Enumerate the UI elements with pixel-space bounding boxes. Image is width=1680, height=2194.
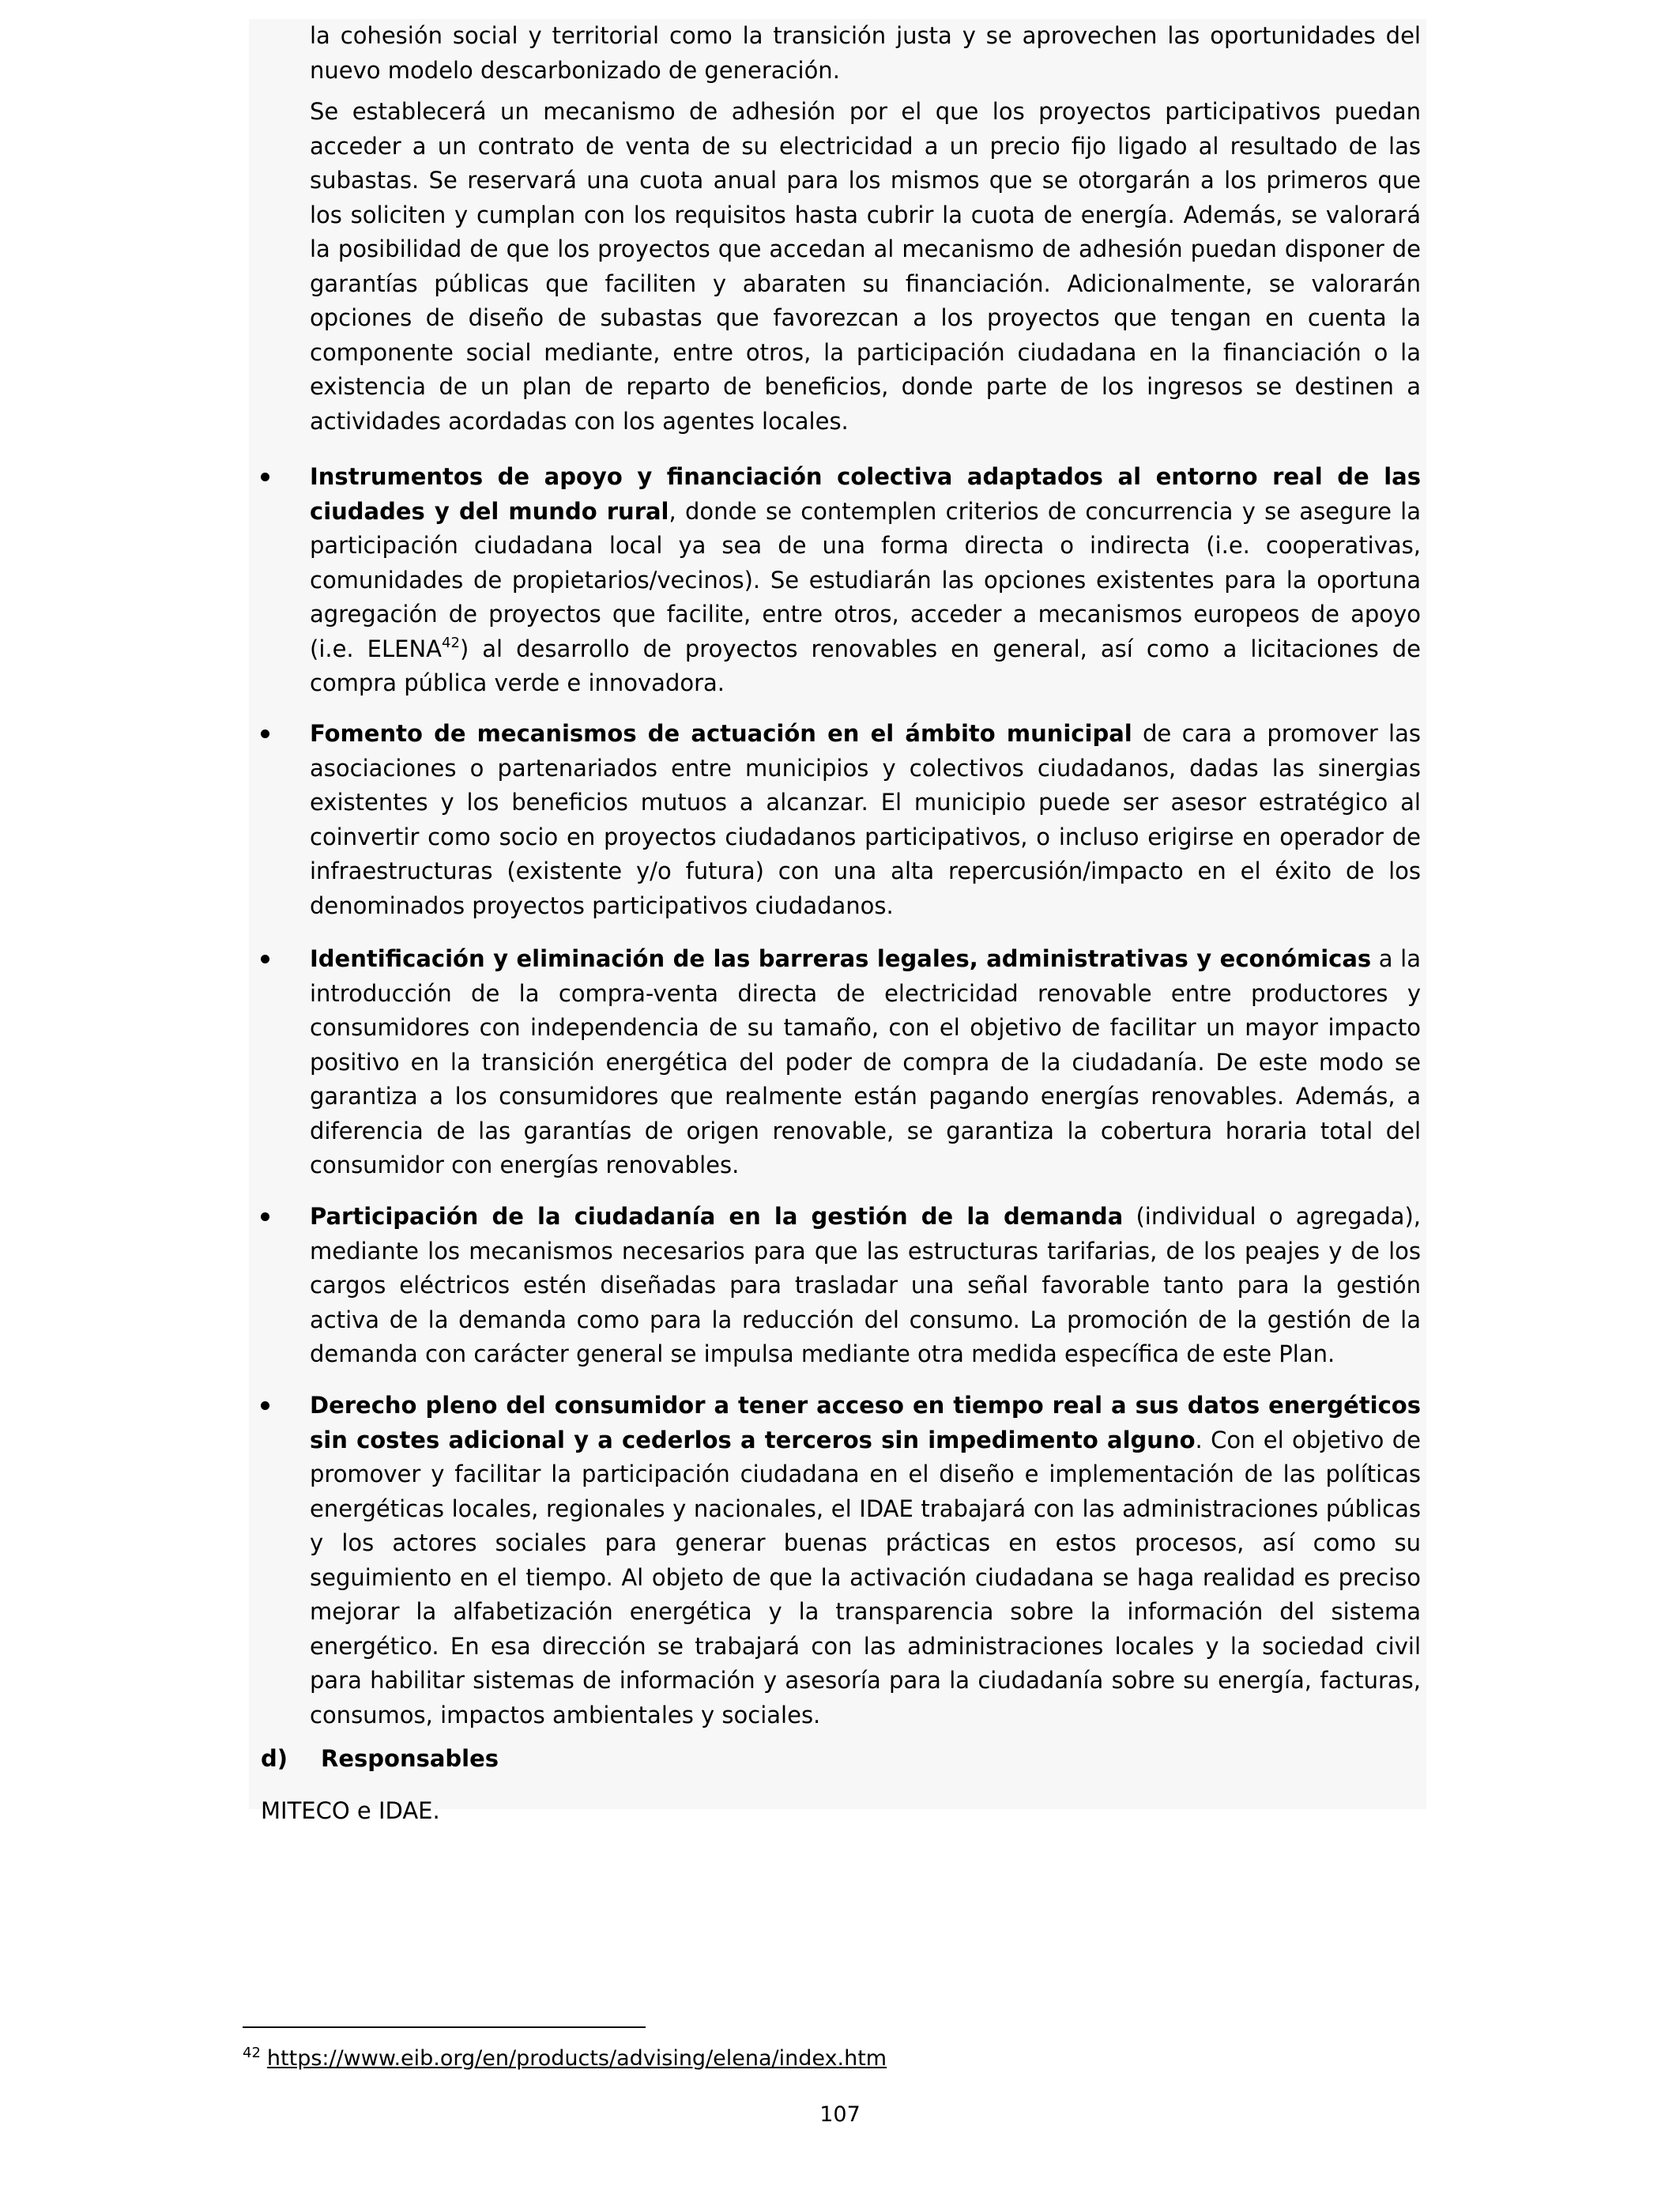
- bullet-item-demand-management: [310, 1200, 1421, 1372]
- responsables-text: MITECO e IDAE.: [261, 1797, 440, 1824]
- bullet-title: Fomento de mecanismos de actuación en el ámbito municipal: [310, 720, 1132, 747]
- bullet-icon: [261, 1401, 269, 1410]
- bullet-item-support-instruments: [310, 460, 1421, 701]
- bullet-body: de cara a promover las asociaciones o partenariados entre municipios y colectivos ciudadanos, dadas las sinergias existentes y los beneficios mutuos a alcanzar. El municipio puede ser asesor estratégico al coinvertir como socio en proyectos ciudadanos participativos, o incluso erigirse en operador de infraestructuras (existente y/o futura) con una alta repercusión/impacto en el éxito de los denominados proyectos participativos ciudadanos.: [310, 720, 1421, 919]
- bullet-item-consumer-data-rights: [310, 1389, 1421, 1732]
- bullet-body: . Con el objetivo de promover y facilitar la participación ciudadana en el diseño e implementación de las políticas energéticas locales, regionales y nacionales, el IDAE trabajará con las administraciones públicas y los actores sociales para generar buenas prácticas en estos procesos, así como su seguimiento en el tiempo. Al objeto de que la activación ciudadana se haga realidad es preciso mejorar la alfabetización energética y la transparencia sobre la información del sistema energético. En esa dirección se trabajará con las administraciones locales y la sociedad civil para habilitar sistemas de información y asesoría para la ciudadanía sobre su energía, facturas, consumos, impactos ambientales y sociales.: [310, 1426, 1421, 1728]
- bullet-title: Identificación y eliminación de las barreras legales, administrativas y económicas: [310, 945, 1372, 972]
- bullet-body: (individual o agregada), mediante los mecanismos necesarios para que las estructuras tarifarias, de los peajes y de los cargos eléctricos estén diseñadas para trasladar una señal favorable tanto para la gestión activa de la demanda como para la reducción del consumo. La promoción de la gestión de la demanda con carácter general se impulsa mediante otra medida específica de este Plan.: [310, 1203, 1421, 1367]
- bullet-text: [310, 942, 1421, 1183]
- page-number: 107: [819, 2102, 861, 2127]
- footnote-link[interactable]: https://www.eib.org/en/products/advising/elena/index.htm: [266, 2046, 887, 2071]
- section-number: d): [261, 1745, 288, 1772]
- bullet-icon: [261, 955, 269, 963]
- footnote-divider: [243, 2026, 646, 2028]
- bullet-text: [310, 717, 1421, 923]
- bullet-item-municipal-mechanisms: [310, 717, 1421, 923]
- bullet-icon: [261, 1212, 269, 1221]
- bullet-body-continued: ) al desarrollo de proyectos renovables en general, así como a licitaciones de compra pública verde e innovadora.: [310, 635, 1422, 696]
- bullet-item-barriers: [310, 942, 1421, 1183]
- footnote: [243, 2039, 887, 2073]
- continuation-paragraph-1: la cohesión social y territorial como la transición justa y se aprovechen las oportunidades del nuevo modelo descarbonizado de generación.: [310, 22, 1421, 84]
- section-title: Responsables: [321, 1745, 499, 1772]
- bullet-text: [310, 460, 1421, 701]
- bullet-body: , donde se contemplen criterios de concurrencia y se asegure la participación ciudadana local ya sea de una forma directa o indirecta (i.e. cooperativas, comunidades de propietarios/vecinos). Se estudiarán las opciones existentes para la oportuna agregación de proyectos que facilite, entre otros, acceder a mecanismos europeos de apoyo (i.e. ELENA: [310, 497, 1422, 662]
- bullet-title: Participación de la ciudadanía en la gestión de la demanda: [310, 1203, 1124, 1230]
- section-heading-responsables: [261, 1742, 499, 1777]
- bullet-text: [310, 1200, 1421, 1372]
- bullet-icon: [261, 729, 269, 738]
- bullet-title: Instrumentos de apoyo y financiación colectiva adaptados al entorno real de las ciudades y del mundo rural: [310, 463, 1421, 525]
- bullet-title: Derecho pleno del consumidor a tener acceso en tiempo real a sus datos energéticos sin costes adicional y a cederlos a terceros sin impedimento alguno: [310, 1392, 1421, 1453]
- footnote-marker: 42: [243, 2045, 261, 2061]
- bullet-body: a la introducción de la compra-venta directa de electricidad renovable entre productores y consumidores con independencia de su tamaño, con el objetivo de facilitar un mayor impacto positivo en la transición energética del poder de compra de la ciudadanía. De este modo se garantiza a los consumidores que realmente están pagando energías renovables. Además, a diferencia de las garantías de origen renovable, se garantiza la cobertura horaria total del consumidor con energías renovables.: [310, 945, 1421, 1178]
- footnote-reference[interactable]: 42: [442, 634, 460, 651]
- continuation-paragraph-2: Se establecerá un mecanismo de adhesión por el que los proyectos participativos puedan acceder a un contrato de venta de su electricidad a un precio fijo ligado al resultado de las subastas. Se reservará una cuota anual para los mismos que se otorgarán a los primeros que los soliciten y cumplan con los requisitos hasta cubrir la cuota de energía. Además, se valorará la posibilidad de que los proyectos que accedan al mecanismo de adhesión puedan disponer de garantías públicas que faciliten y abaraten su financiación. Adicionalmente, se valorarán opciones de diseño de subastas que favorezcan a los proyectos que tengan en cuenta la componente social mediante, entre otros, la participación ciudadana en la financiación o la existencia de un plan de reparto de beneficios, donde parte de los ingresos se destinen a actividades acordadas con los agentes locales.: [310, 98, 1421, 435]
- bullet-text: [310, 1389, 1421, 1732]
- bullet-icon: [261, 473, 269, 481]
